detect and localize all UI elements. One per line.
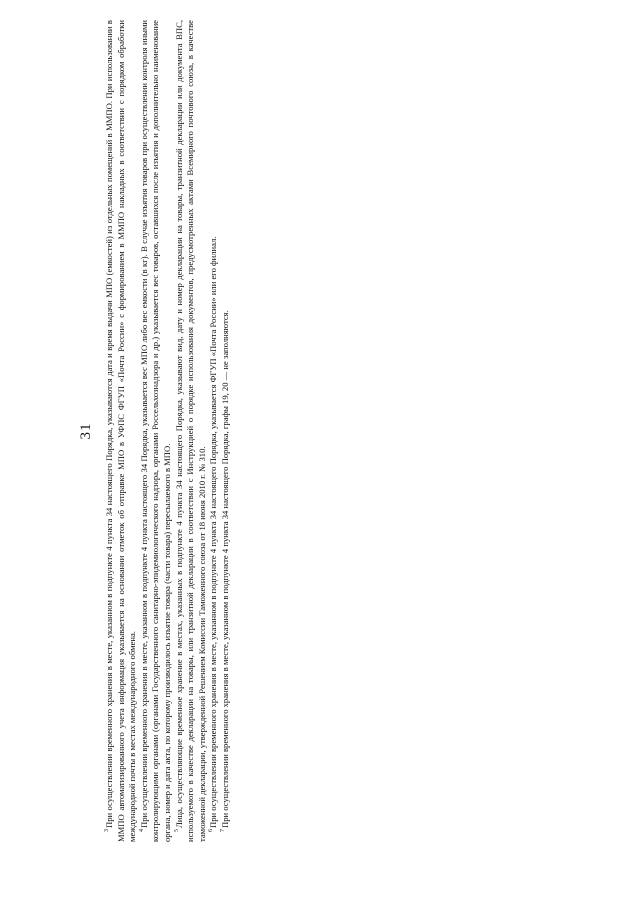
footnote-text: При осуществлении временного хранения в месте, указанном в подпункте 4 пункта 34 настоящего Порядка, указываются дата и время выдачи МПО (емкостей) из отдельных помещений в ММПО. При использовании в ММПО автоматизированного учета информация указывается на основании отметок об отправке МПО в УФПС ФГУП «Почта России» с формированием в ММПО накладных в соответствии с порядком обработки международной почты в местах международного обмена. bbox=[104, 20, 138, 842]
footnote-marker: 3 bbox=[104, 829, 110, 832]
footnote-marker: 5 bbox=[173, 829, 180, 832]
footnote-6 bbox=[208, 20, 220, 842]
footnote-7 bbox=[220, 20, 232, 842]
footnote-text: При осуществлении временного хранения в месте, указанном в подпункте 4 пункта 34 настоящего Порядка, графы 19, 20 — не заполняются. bbox=[219, 310, 230, 828]
footnote-marker: 7 bbox=[219, 829, 226, 832]
footnote-5 bbox=[174, 20, 209, 842]
footnote-marker: 4 bbox=[138, 829, 145, 832]
footnote-4 bbox=[139, 20, 174, 842]
footnote-text: При осуществлении временного хранения в месте, указанном в подпункте 4 пункта настоящего 34 Порядка, указывается вес МПО либо вес емкости (в кг). В случае изъятия товаров при осуществлении контроля иными контролирующими органами (органами Государственного санитарно-эпидемиологического надзора, органами Россельхознадзора и др.) указывается вес товаров, оставшихся после изъятия и дополнительно наименование органа, номер и дата акта, по которому производилось изъятие товара (части товара) пересылаемого в МПО. bbox=[138, 20, 172, 842]
footnote-text: Лица, осуществляющие временное хранение в местах, указанных в подпункте 4 пункта 34 настоящего Порядка, указывают вид, дату и номер декларации на товары, транзитной декларации или документа ВПС, используемого в качестве декларации на товары, или транзитной декларации в соответствии с Инструкцией о порядке использования документов, предусмотренных актами Всемирного почтового союза, в качестве таможенной декларации, утвержденной Решением Комиссии Таможенного союза от 18 июня 2010 г. № 310. bbox=[173, 20, 207, 842]
footnote-marker: 6 bbox=[208, 829, 215, 832]
footnote-3 bbox=[104, 20, 139, 842]
footnote-text: При осуществлении временного хранения в месте, указанном в подпункте 4 пункта 34 настоящего Порядка, указывается ФГУП «Почта России» или его филиал. bbox=[208, 236, 219, 828]
footnotes bbox=[104, 20, 232, 842]
page-number: 31 bbox=[78, 422, 94, 440]
rotated-page bbox=[78, 20, 578, 842]
